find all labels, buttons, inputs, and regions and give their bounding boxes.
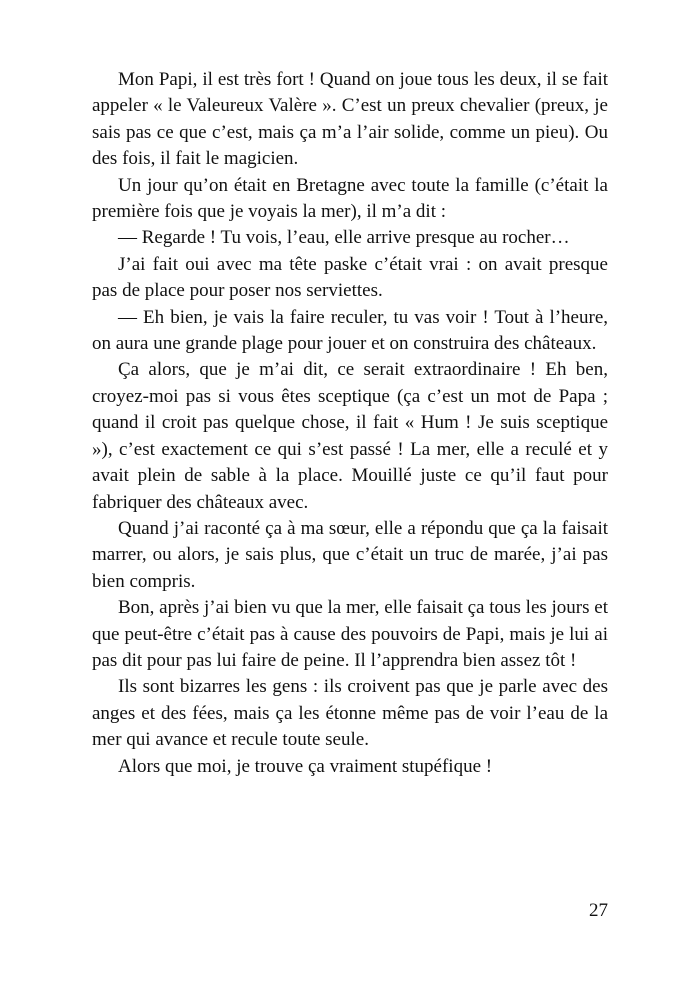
dialogue-line: — Eh bien, je vais la faire reculer, tu vas voir ! Tout à l’heure, on aura une grande plage pour jouer et on construira des châteaux. <box>92 306 608 355</box>
page-number: 27 <box>589 900 608 921</box>
body-text <box>92 67 608 780</box>
dialogue-line: — Regarde ! Tu vois, l’eau, elle arrive presque au rocher… <box>118 227 570 249</box>
paragraph: Ça alors, que je m’ai dit, ce serait extraordinaire ! Eh ben, croyez-moi pas si vous êtes sceptique (ça c’est un mot de Papa ; quand il croit pas quelque chose, il fait « Hum ! Je suis sceptique »), c’est exactement ce qui s’est passé ! La mer, elle a reculé et y avait plein de sable à la place. Mouillé juste ce qu’il faut pour fabriquer des châteaux avec. <box>92 359 608 513</box>
paragraph: Ils sont bizarres les gens : ils croivent pas que je parle avec des anges et des fées, mais ça les étonne même pas de voir l’eau de la mer qui avance et recule toute seule. <box>92 676 608 751</box>
paragraph: Mon Papi, il est très fort ! Quand on joue tous les deux, il se fait appeler « le Valeureux Valère ». C’est un preux chevalier (preux, je sais pas ce que c’est, mais ça m’a l’air solide, comme un pieu). Ou des fois, il fait le magicien. <box>92 69 608 170</box>
paragraph: Quand j’ai raconté ça à ma sœur, elle a répondu que ça la faisait marrer, ou alors, je sais plus, que c’était un truc de marée, j’ai pas bien compris. <box>92 517 608 592</box>
paragraph: Un jour qu’on était en Bretagne avec toute la famille (c’était la première fois que je voyais la mer), il m’a dit : <box>92 174 608 223</box>
paragraph: Alors que moi, je trouve ça vraiment stupéfique ! <box>118 755 493 777</box>
paragraph: J’ai fait oui avec ma tête paske c’était vrai : on avait presque pas de place pour poser nos serviettes. <box>92 253 608 302</box>
paragraph: Bon, après j’ai bien vu que la mer, elle faisait ça tous les jours et que peut-être c’était pas à cause des pouvoirs de Papi, mais je lui ai pas dit pour pas lui faire de peine. Il l’apprendra bien assez tôt ! <box>92 597 608 671</box>
